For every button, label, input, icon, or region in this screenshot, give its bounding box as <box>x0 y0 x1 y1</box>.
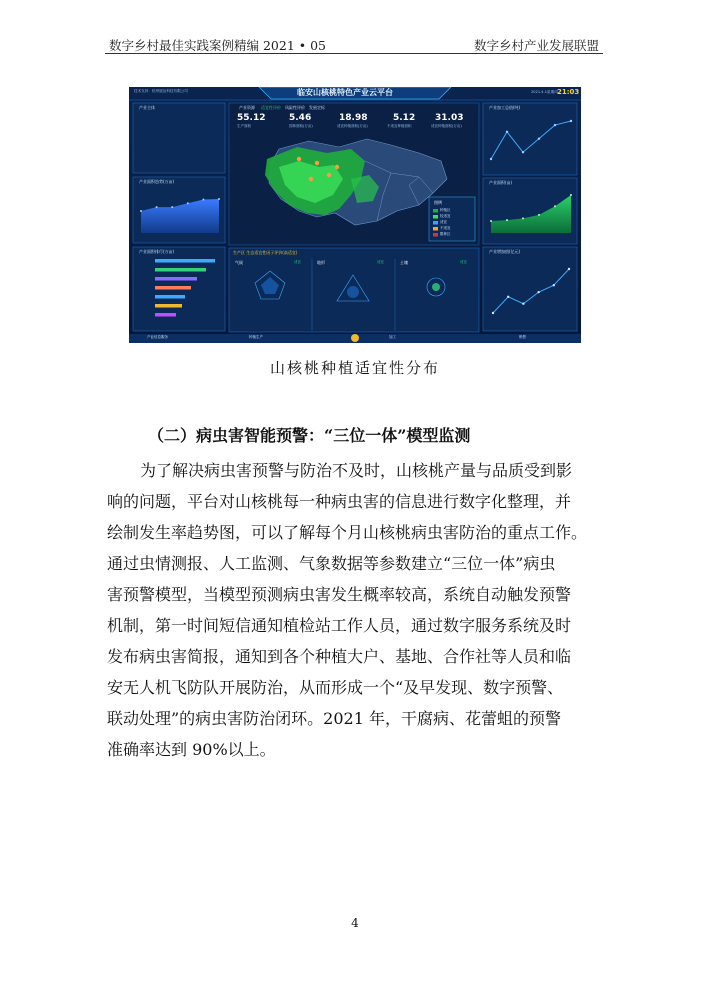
body-line: 机制，第一时间短信通知植检站工作人员，通过数字服务系统及时 <box>107 616 572 635</box>
stat-value-1: 55.12 <box>237 113 266 123</box>
page-number: 4 <box>351 916 359 930</box>
left-panel-title-1: 产业主体 <box>139 105 155 110</box>
right-panel-title-2: 产业面积(亩) <box>489 180 513 185</box>
rank-bar <box>155 295 185 299</box>
bottom-tag-2: 适宜 <box>377 260 384 264</box>
body-line: 发布病虫害简报，通知到各个种植大户、基地、合作社等人员和临 <box>107 647 572 666</box>
body-line: 响的问题，平台对山核桃每一种病虫害的信息进行数字化整理，并 <box>107 492 572 511</box>
bottom-panel-title: 生产区 生态适宜性因子评价(高适宜) <box>233 250 298 255</box>
processing-point <box>522 151 524 153</box>
menu-item-3[interactable]: 加工 <box>389 335 396 339</box>
bottom-col-1: 气候 <box>235 260 243 265</box>
area-point <box>538 214 540 216</box>
menu-item-1[interactable]: 产业信息服务 <box>147 335 168 339</box>
body-line: 安无人机飞防队开展防治，从而形成一个“及早发现、数字预警、 <box>107 678 564 697</box>
stat-value-5: 31.03 <box>435 113 464 123</box>
dashboard-tab-2[interactable]: 适宜性评价 <box>261 105 281 110</box>
left-panel-title-2: 产业面积趋势(万亩) <box>139 179 175 184</box>
running-header <box>105 30 603 54</box>
menu-item-2[interactable]: 种植生产 <box>249 335 263 339</box>
area-point <box>554 205 556 207</box>
stat-value-3: 18.98 <box>339 113 368 123</box>
stat-value-4: 5.12 <box>393 113 416 123</box>
legend-item-3: 适宜 <box>440 220 447 224</box>
right-panel-title-1: 产业加工总值(吨) <box>489 105 521 110</box>
rank-bar <box>155 277 197 281</box>
stat-label-5: 适宜种植面积(万亩) <box>431 124 462 128</box>
header-right-text: 数字乡村产业发展联盟 <box>473 38 599 53</box>
trend-point <box>171 206 173 208</box>
rank-bar <box>155 304 182 308</box>
bottom-tag-1: 适宜 <box>294 260 301 264</box>
body-line: 绘制发生率趋势图，可以了解每个月山核桃病虫害防治的重点工作。 <box>107 523 588 542</box>
dashboard-tab-1[interactable]: 产业资源 <box>239 105 255 110</box>
bottom-tag-3: 适宜 <box>460 260 467 264</box>
dashboard-tech-support: 技术支持：杭州展达科技有限公司 <box>134 89 188 93</box>
processing-point <box>490 158 492 160</box>
processing-point <box>554 124 556 126</box>
menu-item-4[interactable]: 销售 <box>519 335 526 339</box>
dashboard-time: 21:03 <box>557 88 580 96</box>
value-point <box>553 284 555 286</box>
rank-bar <box>155 313 176 317</box>
trend-point <box>202 198 204 200</box>
body-line: 通过虫情测报、人工监测、气象数据等参数建立“三位一体”病虫 <box>107 554 556 573</box>
map-legend-title: 图例 <box>434 200 442 205</box>
value-point <box>492 312 494 314</box>
body-line: 害预警模型，当模型预测病虫害发生概率较高，系统自动触发预警 <box>107 585 572 604</box>
trend-point <box>140 210 142 212</box>
processing-point <box>538 137 540 139</box>
right-panel-title-3: 产业增加值(亿元) <box>489 249 521 254</box>
value-point <box>507 296 509 298</box>
header-rule <box>105 53 603 54</box>
stat-label-4: 不适宜种植面积 <box>387 124 412 128</box>
section-title: （二）病虫害智能预警：“三位一体”模型监测 <box>148 426 471 445</box>
legend-item-1: 种植区 <box>440 208 451 212</box>
value-point <box>537 291 539 293</box>
stat-label-1: 生产面积 <box>237 124 251 128</box>
processing-point <box>570 120 572 122</box>
processing-point <box>506 131 508 133</box>
body-line: 准确率达到 90%以上。 <box>107 740 276 759</box>
legend-item-2: 较适宜 <box>440 214 451 218</box>
legend-item-5: 限种区 <box>440 232 451 236</box>
dashboard-tab-3[interactable]: 风险性评价 <box>285 105 305 110</box>
stat-label-3: 适宜种植面积(万亩) <box>337 124 368 128</box>
value-point <box>568 268 570 270</box>
area-point <box>570 194 572 196</box>
figure-caption: 山核桃种植适宜性分布 <box>269 359 440 377</box>
rank-bar <box>155 259 215 263</box>
area-point <box>490 220 492 222</box>
header-left-text: 数字乡村最佳实践案例精编 2021 • 05 <box>109 38 327 53</box>
area-point <box>506 219 508 221</box>
left-panel-title-3: 产业面积排行(万亩) <box>139 249 175 254</box>
dashboard-date: 2021.4.1星期四 <box>531 90 558 94</box>
rank-bar <box>155 286 191 290</box>
bottom-col-2: 地形 <box>317 260 325 265</box>
dashboard-screenshot <box>129 87 581 343</box>
trend-point <box>187 202 189 204</box>
trend-point <box>218 198 220 200</box>
value-point <box>522 303 524 305</box>
stat-value-2: 5.46 <box>289 113 312 123</box>
bottom-col-3: 土壤 <box>400 260 408 265</box>
rank-bar <box>155 268 206 272</box>
body-line: 为了解决病虫害预警与防治不及时，山核桃产量与品质受到影 <box>140 461 573 480</box>
dashboard-title: 临安山核桃特色产业云平台 <box>297 88 393 97</box>
legend-item-4: 不适宜 <box>440 226 451 230</box>
area-point <box>522 217 524 219</box>
trend-point <box>156 206 158 208</box>
dashboard-tab-4[interactable]: 发展定标 <box>309 105 325 110</box>
body-paragraph <box>107 455 607 765</box>
stat-label-2: 园林面积(万亩) <box>289 124 313 128</box>
body-line: 联动处理”的病虫害防治闭环。2021 年，干腐病、花蕾蛆的预警 <box>107 709 561 728</box>
